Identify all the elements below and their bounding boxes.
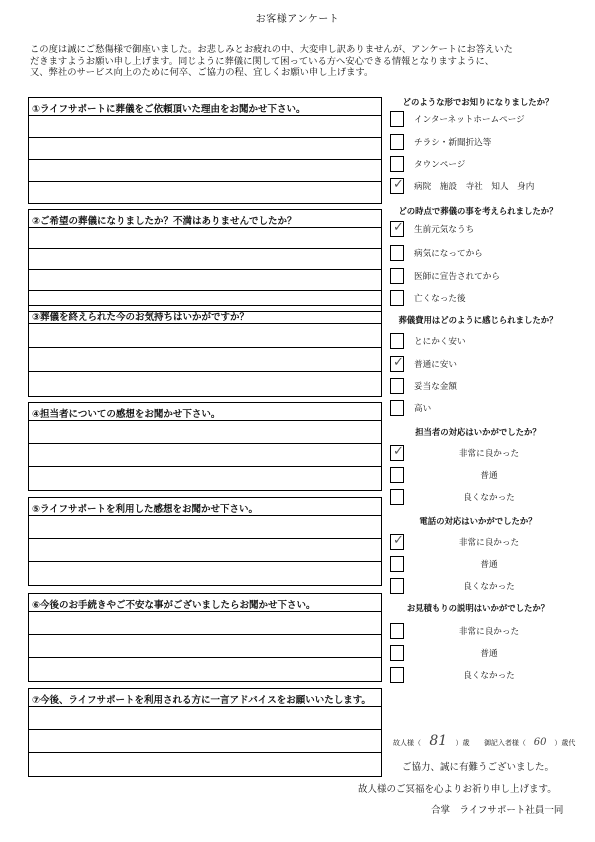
intro-line: この度は誠にご愁傷様で御座いました。お悲しみとお疲れの中、大変申し訳ありませんが、アンケートにお答えいた bbox=[30, 44, 513, 55]
deceased-age-unit: ）歳 bbox=[455, 739, 470, 747]
section-heading-timing: どの時点で葬儀の事を考えられましたか？ bbox=[398, 206, 558, 216]
answer-line[interactable] bbox=[29, 228, 381, 249]
option-reasonable[interactable] bbox=[390, 378, 570, 394]
option-label: 良くなかった bbox=[463, 493, 515, 503]
option-label: とにかく安い bbox=[414, 337, 466, 347]
option-label: 医師に宣告されてから bbox=[414, 272, 500, 282]
answer-line[interactable] bbox=[29, 516, 381, 539]
checkbox[interactable] bbox=[390, 534, 404, 550]
answer-line[interactable] bbox=[29, 635, 381, 658]
question-2-box[interactable] bbox=[28, 209, 382, 312]
answer-line[interactable] bbox=[29, 270, 381, 291]
check-mark-icon: ✓ bbox=[393, 355, 404, 370]
option-label: 妥当な金額 bbox=[414, 382, 457, 392]
question-5-label: ⑤ライフサポートを利用した感想をお聞かせ下さい。 bbox=[29, 498, 381, 516]
option-internet[interactable] bbox=[390, 111, 570, 127]
check-mark-icon: ✓ bbox=[393, 533, 404, 548]
question-2-label: ②ご希望の葬儀になりましたか？不満はありませんでしたか？ bbox=[29, 210, 381, 228]
option-label: 亡くなった後 bbox=[414, 294, 466, 304]
option-townpage[interactable] bbox=[390, 156, 570, 172]
checkbox[interactable] bbox=[390, 290, 404, 306]
option-staff-very-good[interactable] bbox=[390, 445, 570, 461]
question-4-box[interactable] bbox=[28, 402, 382, 491]
option-staff-normal[interactable] bbox=[390, 467, 570, 483]
deceased-age-label: 故人様（ bbox=[393, 739, 421, 747]
question-6-box[interactable] bbox=[28, 593, 382, 682]
option-label: 高い bbox=[414, 404, 432, 414]
signature-text: 合掌 ライフサポート社員一同 bbox=[431, 805, 564, 816]
checkbox[interactable] bbox=[390, 445, 404, 461]
checkbox[interactable] bbox=[390, 156, 404, 172]
option-very-cheap[interactable] bbox=[390, 333, 570, 349]
checkbox[interactable] bbox=[390, 623, 404, 639]
page-title: お客様アンケート bbox=[255, 14, 340, 25]
question-6-label: ⑥今後のお手続きやご不安な事がございましたらお聞かせ下さい。 bbox=[29, 594, 381, 612]
writer-age-unit: ）歳代 bbox=[554, 739, 576, 747]
question-3-label: ③葬儀を終えられた今のお気持ちはいかがですか？ bbox=[29, 306, 381, 324]
intro-line: 又、弊社のサービス向上のために何卒、ご協力の程、宜しくお願い申し上げます。 bbox=[30, 67, 374, 78]
checkbox[interactable] bbox=[390, 645, 404, 661]
answer-line[interactable] bbox=[29, 160, 381, 182]
option-label: 普通 bbox=[480, 471, 498, 481]
section-heading-estimate: お見積もりの説明はいかがでしたか？ bbox=[406, 603, 550, 613]
answer-line[interactable] bbox=[29, 753, 381, 775]
option-label: 普通 bbox=[480, 560, 498, 570]
check-mark-icon: ✓ bbox=[393, 444, 404, 459]
question-3-box[interactable] bbox=[28, 305, 382, 397]
option-staff-bad[interactable] bbox=[390, 489, 570, 505]
checkbox[interactable] bbox=[390, 221, 404, 237]
question-1-label: ①ライフサポートに葬儀をご依頼頂いた理由をお聞かせ下さい。 bbox=[29, 98, 381, 116]
option-label: 病院 施設 寺社 知人 身内 bbox=[414, 182, 535, 192]
writer-age-value[interactable]: 60 bbox=[533, 737, 547, 748]
answer-line[interactable] bbox=[29, 324, 381, 348]
writer-age-label: 御記入者様（ bbox=[483, 739, 526, 747]
checkbox[interactable] bbox=[390, 400, 404, 416]
checkbox[interactable] bbox=[390, 467, 404, 483]
option-label: インターネットホームページ bbox=[414, 115, 525, 125]
check-mark-icon: ✓ bbox=[393, 220, 404, 235]
answer-line[interactable] bbox=[29, 116, 381, 138]
deceased-age-value[interactable]: 81 bbox=[429, 733, 448, 749]
intro-text bbox=[30, 44, 570, 79]
option-label: タウンページ bbox=[414, 160, 466, 170]
checkbox[interactable] bbox=[390, 134, 404, 150]
option-label: 病気になってから bbox=[414, 249, 483, 259]
option-flyer[interactable] bbox=[390, 134, 570, 150]
thanks-text: ご協力、誠に有難うございました。 bbox=[402, 762, 555, 773]
option-label: 非常に良かった bbox=[458, 627, 520, 637]
option-label: 良くなかった bbox=[463, 671, 515, 681]
prayer-text: 故人様のご冥福を心よりお祈り申し上げます。 bbox=[358, 784, 557, 795]
option-alive[interactable] bbox=[390, 221, 570, 237]
answer-line[interactable] bbox=[29, 138, 381, 160]
answer-line[interactable] bbox=[29, 730, 381, 753]
checkbox[interactable] bbox=[390, 556, 404, 572]
answer-line[interactable] bbox=[29, 467, 381, 489]
option-label: 普通に安い bbox=[414, 360, 457, 370]
option-expensive[interactable] bbox=[390, 400, 570, 416]
answer-line[interactable] bbox=[29, 707, 381, 730]
checkbox[interactable] bbox=[390, 245, 404, 261]
checkbox[interactable] bbox=[390, 378, 404, 394]
answer-line[interactable] bbox=[29, 421, 381, 444]
checkbox[interactable] bbox=[390, 578, 404, 594]
option-phone-very-good[interactable] bbox=[390, 534, 570, 550]
option-estimate-bad[interactable] bbox=[390, 667, 570, 683]
option-after-death[interactable] bbox=[390, 290, 570, 306]
option-label: 生前元気なうち bbox=[414, 225, 475, 235]
checkbox[interactable] bbox=[390, 268, 404, 284]
answer-line[interactable] bbox=[29, 444, 381, 467]
question-1-box[interactable] bbox=[28, 97, 382, 204]
answer-line[interactable] bbox=[29, 372, 381, 395]
answer-line[interactable] bbox=[29, 658, 381, 680]
answer-line[interactable] bbox=[29, 249, 381, 270]
age-row bbox=[393, 733, 575, 749]
checkbox[interactable] bbox=[390, 667, 404, 683]
option-diagnosis[interactable] bbox=[390, 268, 570, 284]
option-label: チラシ・新聞折込等 bbox=[414, 138, 492, 148]
section-heading-cost: 葬儀費用はどのように感じられましたか？ bbox=[398, 315, 558, 325]
section-heading-phone: 電話の対応はいかがでしたか？ bbox=[419, 516, 537, 526]
checkbox[interactable] bbox=[390, 178, 404, 194]
answer-line[interactable] bbox=[29, 539, 381, 562]
checkbox[interactable] bbox=[390, 489, 404, 505]
question-4-label: ④担当者についての感想をお聞かせ下さい。 bbox=[29, 403, 381, 421]
answer-line[interactable] bbox=[29, 612, 381, 635]
answer-line[interactable] bbox=[29, 562, 381, 584]
option-estimate-very-good[interactable] bbox=[390, 623, 570, 639]
option-illness[interactable] bbox=[390, 245, 570, 261]
answer-line[interactable] bbox=[29, 348, 381, 372]
question-5-box[interactable] bbox=[28, 497, 382, 586]
checkbox[interactable] bbox=[390, 111, 404, 127]
option-estimate-normal[interactable] bbox=[390, 645, 570, 661]
checkbox[interactable] bbox=[390, 356, 404, 372]
checkbox[interactable] bbox=[390, 333, 404, 349]
section-heading-source: どのような形でお知りになりましたか？ bbox=[402, 97, 554, 107]
option-label: 良くなかった bbox=[463, 582, 515, 592]
option-hospital[interactable] bbox=[390, 178, 570, 194]
intro-line: だきますようお願い申し上げます。同じように葬儀に関して困っている方へ安心できる情報となりますように、 bbox=[30, 55, 495, 67]
option-phone-bad[interactable] bbox=[390, 578, 570, 594]
question-7-label: ⑦今後、ライフサポートを利用される方に一言アドバイスをお願いいたします。 bbox=[29, 689, 381, 707]
option-label: 普通 bbox=[480, 649, 498, 659]
answer-line[interactable] bbox=[29, 182, 381, 203]
option-phone-normal[interactable] bbox=[390, 556, 570, 572]
section-heading-staff: 担当者の対応はいかがでしたか？ bbox=[415, 427, 541, 437]
option-cheap[interactable] bbox=[390, 356, 570, 372]
option-label: 非常に良かった bbox=[458, 538, 520, 548]
check-mark-icon: ✓ bbox=[393, 177, 404, 192]
option-label: 非常に良かった bbox=[458, 449, 520, 459]
question-7-box[interactable] bbox=[28, 688, 382, 777]
